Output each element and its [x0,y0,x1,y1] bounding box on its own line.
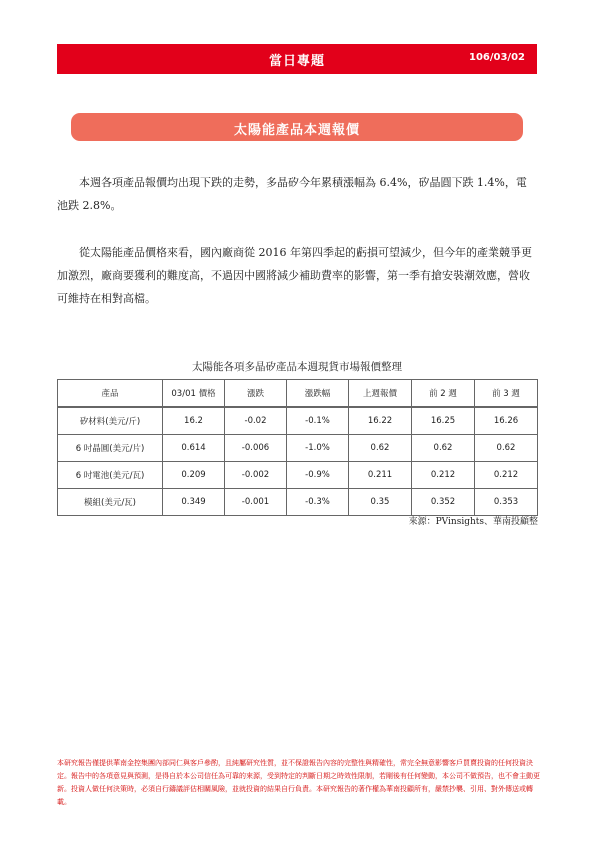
table-cell: 0.62 [349,435,412,462]
table-cell: 0.614 [163,435,225,462]
header-cell: 漲跌 [225,380,287,408]
table-cell: 0.349 [163,489,225,516]
table-cell: 0.212 [412,462,475,489]
table-cell: 0.212 [475,462,538,489]
section-title: 太陽能產品本週報價 [233,123,360,138]
header-title: 當日專題 [268,54,325,69]
table-cell: -1.0% [287,435,349,462]
table-cell: -0.006 [225,435,287,462]
table-source: 來源：PVinsights、華南投顧整 [408,517,538,527]
table-cell: 0.211 [349,462,412,489]
table-cell: 0.353 [475,489,538,516]
header-cell: 03/01 價格 [163,380,225,408]
table-cell: -0.001 [225,489,287,516]
table-row [58,435,538,462]
table-cell: 16.25 [412,407,475,435]
table-cell: 6 吋晶圓(美元/片) [58,435,163,462]
table-caption: 太陽能各項多晶矽產品本週現貨市場報價整理 [192,361,402,373]
table-cell: 0.62 [475,435,538,462]
table-header-row [58,380,538,408]
header-date: 106/03/02 [468,52,525,63]
section-banner [71,113,523,141]
paragraph-2: 從太陽能產品價格來看，國內廠商從 2016 年第四季起的虧損可望減少，但今年的產業競爭更加激烈，廠商要獲利的難度高，不過因中國將減少補助費率的影響，第一季有搶安裝潮效應，營收可維持在相對高檔。 [57,246,532,305]
header-bar [57,44,537,74]
table-cell: 模組(美元/瓦) [58,489,163,516]
table-cell: 0.352 [412,489,475,516]
table-row [58,462,538,489]
table-cell: 16.26 [475,407,538,435]
table-cell: 矽材料(美元/斤) [58,407,163,435]
table-row [58,489,538,516]
header-cell: 前 3 週 [475,380,538,408]
header-cell: 上週報價 [349,380,412,408]
price-table [57,379,538,516]
table-cell: -0.002 [225,462,287,489]
disclaimer: 本研究報告僅提供華南金控集團內部同仁與客戶參酌，且純屬研究性質，並不保證報告內容的完整性與精確性，常完全無意影響客戶買賣投資的任何投資決定。報告中的各項意見與預測，是得自於本公司信任為可靠的來源，受到特定的判斷日期之時效性限制，若剛後有任何變動，本公司不做預告，也不會主動更新。投資人做任何決策時，必須自行鑄議評估相關風險，並就投資的結果自行負責。本研究報告的著作權為華南投顧所有，嚴禁抄襲、引用、對外傳送或轉載。 [57,759,540,806]
table-cell: 0.35 [349,489,412,516]
table-cell: 16.2 [163,407,225,435]
table-cell: -0.3% [287,489,349,516]
header-cell: 前 2 週 [412,380,475,408]
table-cell: 0.62 [412,435,475,462]
paragraph-1: 本週各項產品報價均出現下跌的走勢，多晶矽今年累積漲幅為 6.4%，矽晶圓下跌 1.4%，電池跌 2.8%。 [57,176,527,212]
table-cell: 0.209 [163,462,225,489]
header-cell: 產品 [58,380,163,408]
table-cell: 16.22 [349,407,412,435]
table-cell: -0.1% [287,407,349,435]
header-cell: 漲跌幅 [287,380,349,408]
table-cell: -0.02 [225,407,287,435]
table-cell: -0.9% [287,462,349,489]
table-row [58,407,538,435]
table-cell: 6 吋電池(美元/瓦) [58,462,163,489]
